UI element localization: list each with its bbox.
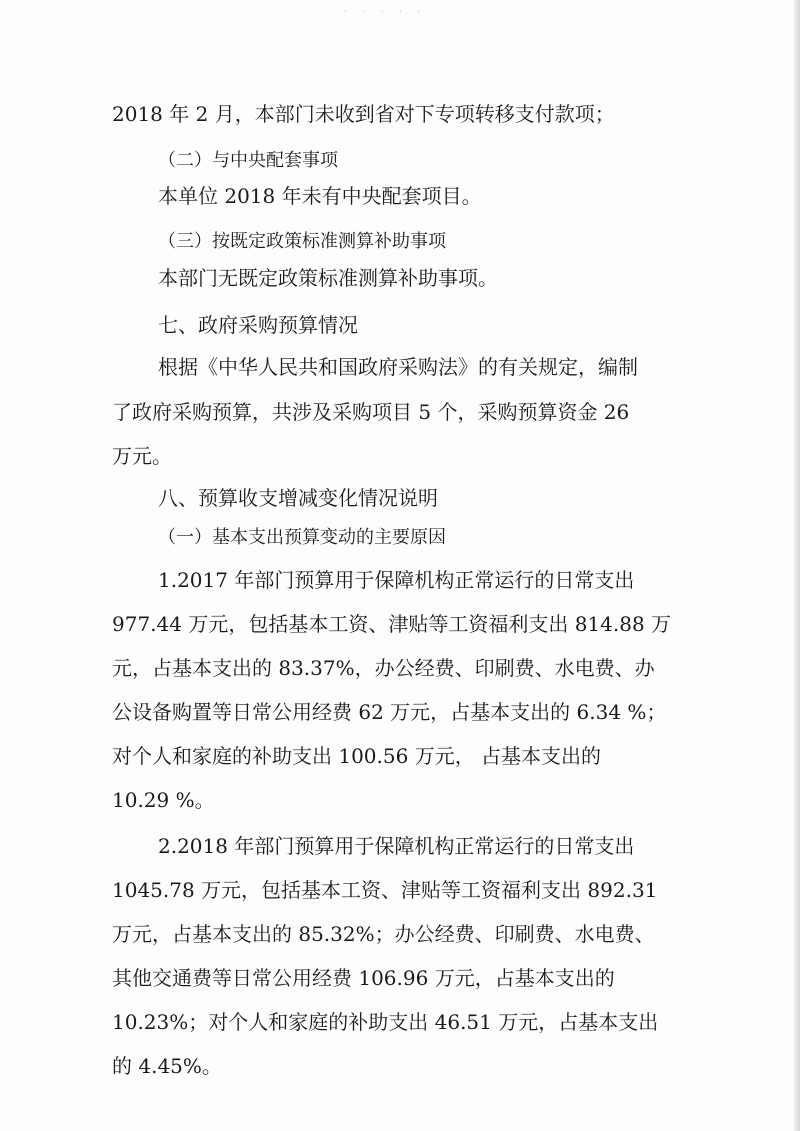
paragraph-line-7: 根据《中华人民共和国政府采购法》的有关规定，编制: [158, 355, 638, 379]
paragraph-line-19: 1045.78 万元，包括基本工资、津贴等工资福利支出 892.31: [112, 878, 658, 902]
scan-edge: [794, 0, 800, 1131]
paragraph-line-21: 其他交通费等日常公用经费 106.96 万元，占基本支出的: [112, 966, 615, 990]
subheading-subsidy-calculation: （三）按既定政策标准测算补助事项: [158, 231, 446, 252]
paragraph-line-5: 本部门无既定政策标准测算补助事项。: [158, 266, 498, 290]
paragraph-line-3: 本单位 2018 年未有中央配套项目。: [158, 184, 482, 208]
paragraph-line-12: 1.2017 年部门预算用于保障机构正常运行的日常支出: [158, 568, 635, 592]
header-mark: · · · · ·: [343, 7, 427, 18]
paragraph-line-20: 万元，占基本支出的 85.32%；办公经费、印刷费、水电费、: [112, 922, 655, 946]
paragraph-line-13: 977.44 万元，包括基本工资、津贴等工资福利支出 814.88 万: [112, 612, 672, 636]
paragraph-line-8: 了政府采购预算，共涉及采购项目 5 个，采购预算资金 26: [112, 400, 630, 424]
paragraph-line-9: 万元。: [112, 444, 172, 468]
paragraph-line-16: 对个人和家庭的补助支出 100.56 万元， 占基本支出的: [112, 744, 602, 768]
paragraph-line-15: 公设备购置等日常公用经费 62 万元，占基本支出的 6.34 %；: [112, 700, 667, 724]
paragraph-line-17: 10.29 %。: [112, 788, 215, 812]
paragraph-line-23: 的 4.45%。: [112, 1054, 222, 1078]
paragraph-line-22: 10.23%；对个人和家庭的补助支出 46.51 万元，占基本支出: [112, 1010, 659, 1034]
paragraph-line-14: 元，占基本支出的 83.37%，办公经费、印刷费、水电费、办: [112, 656, 655, 680]
paragraph-line-18: 2.2018 年部门预算用于保障机构正常运行的日常支出: [158, 834, 635, 858]
subheading-central-matching: （二）与中央配套事项: [158, 150, 338, 171]
paragraph-line-1: 2018 年 2 月，本部门未收到省对下专项转移支付款项；: [112, 102, 615, 126]
section-heading-budget-changes: 八、预算收支增减变化情况说明: [158, 486, 438, 510]
section-heading-procurement: 七、政府采购预算情况: [158, 313, 358, 337]
subheading-basic-expenditure: （一）基本支出预算变动的主要原因: [158, 527, 446, 548]
